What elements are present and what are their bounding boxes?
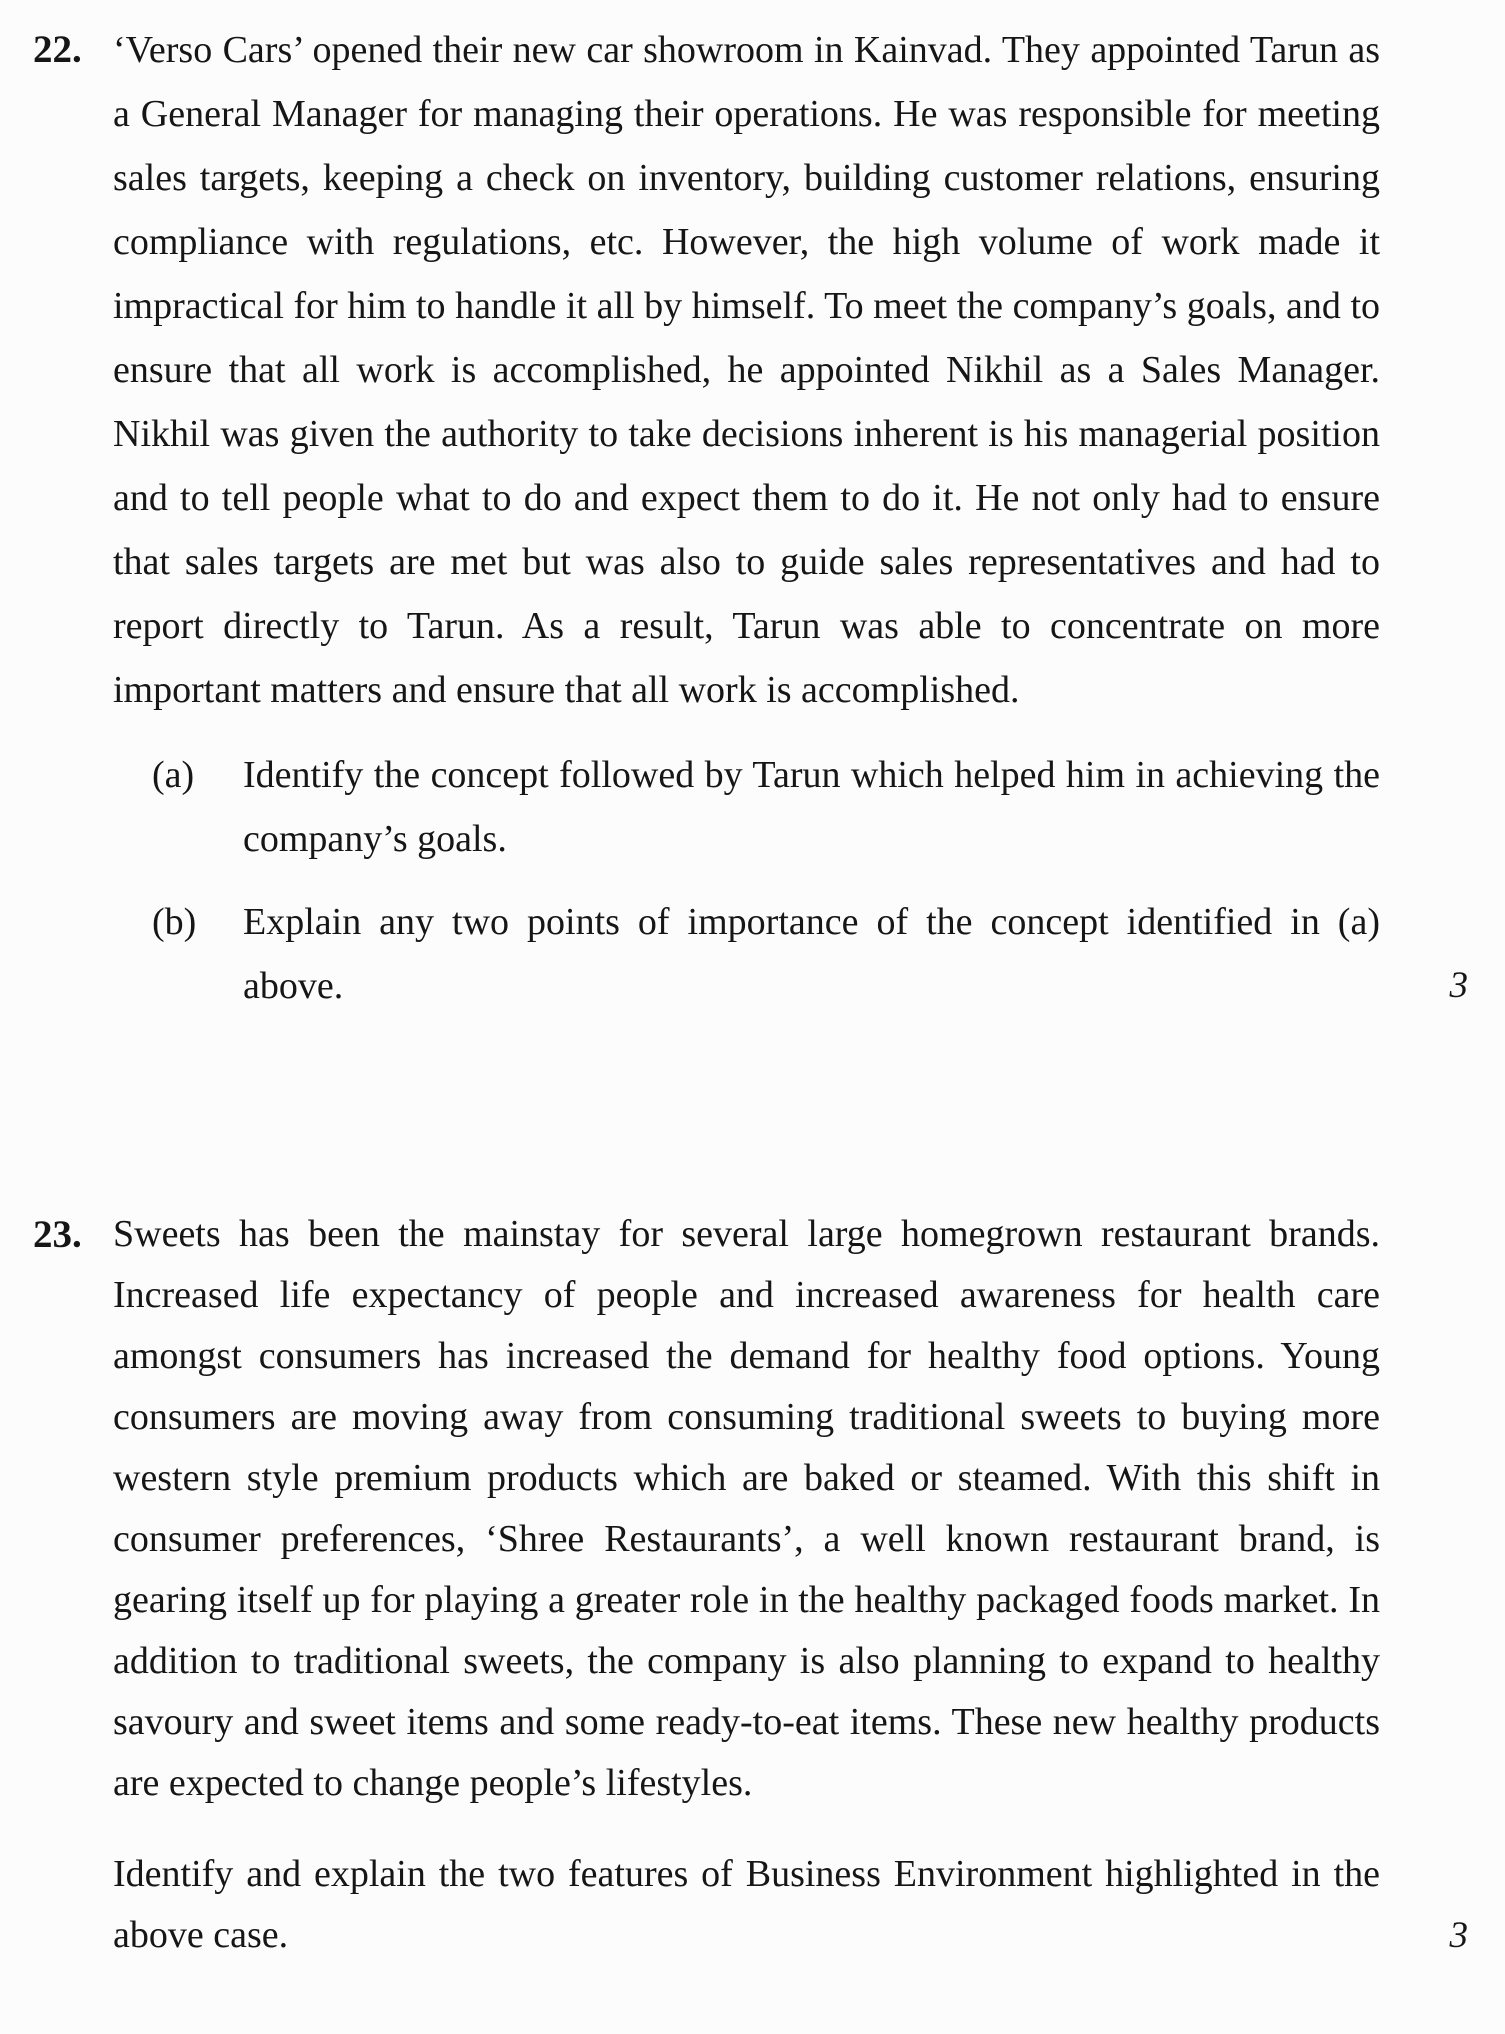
subpart-a-label: (a) — [152, 754, 195, 796]
question-23-body — [113, 1204, 1468, 1966]
question-22-subpart-b — [113, 890, 1468, 1018]
subpart-b-text: Explain any two points of importance of the concept identified in (a) above. — [243, 901, 1380, 1007]
question-22 — [33, 18, 1468, 1018]
question-22-marks: 3 — [1449, 965, 1468, 1006]
question-22-number: 22. — [33, 28, 82, 71]
question-23 — [33, 1204, 1468, 1966]
question-23-task-text: Identify and explain the two features of Business Environment highlighted in the above case. — [113, 1853, 1380, 1956]
question-23-marks: 3 — [1449, 1915, 1468, 1956]
question-22-subpart-a — [113, 743, 1380, 871]
question-23-task — [113, 1844, 1468, 1966]
question-23-number: 23. — [33, 1213, 82, 1256]
question-22-case-paragraph: ‘Verso Cars’ opened their new car showroom in Kainvad. They appointed Tarun as a General Manager for managing their operations. He was responsible for meeting sales targets, keeping a check on inventory, building customer relations, ensuring compliance with regulations, etc. However, the high volume of work made it impractical for him to handle it all by himself. To meet the company’s goals, and to ensure that all work is accomplished, he appointed Nikhil as a Sales Manager. Nikhil was given the authority to take decisions inherent is his managerial position and to tell people what to do and expect them to do it. He not only had to ensure that sales targets are met but was also to guide sales representatives and had to report directly to Tarun. As a result, Tarun was able to concentrate on more important matters and ensure that all work is accomplished. — [113, 29, 1380, 711]
question-22-body — [113, 18, 1468, 1018]
subpart-a-text: Identify the concept followed by Tarun which helped him in achieving the company’s goals. — [243, 754, 1380, 860]
question-23-case-paragraph: Sweets has been the mainstay for several large homegrown restaurant brands. Increased life expectancy of people and increased awareness for health care amongst consumers has increased the demand for healthy food options. Young consumers are moving away from consuming traditional sweets to buying more western style premium products which are baked or steamed. With this shift in consumer preferences, ‘Shree Restaurants’, a well known restaurant brand, is gearing itself up for playing a greater role in the healthy packaged foods market. In addition to traditional sweets, the company is also planning to expand to healthy savoury and sweet items and some ready-to-eat items. These new healthy products are expected to change people’s lifestyles. — [113, 1213, 1380, 1804]
subpart-b-label: (b) — [152, 901, 197, 943]
